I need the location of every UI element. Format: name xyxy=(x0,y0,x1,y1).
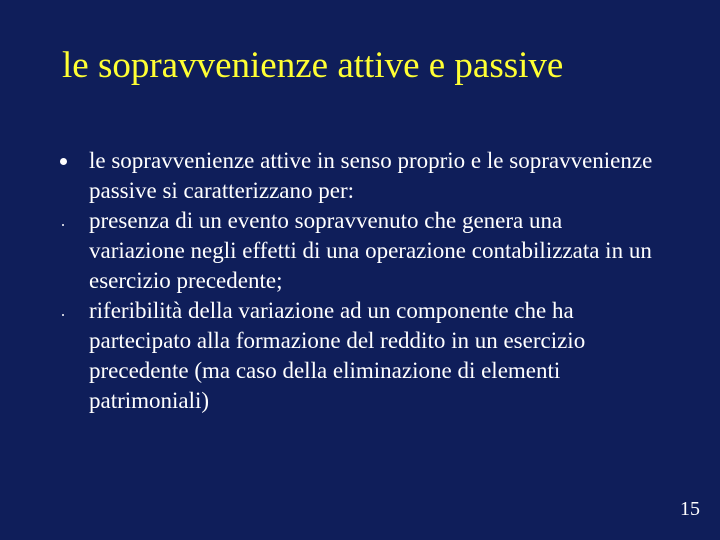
bullet-text: le sopravvenienze attive in senso proprio e le sopravvenienze passive si caratterizzano per: xyxy=(89,148,653,203)
sub-bullet-dot-icon xyxy=(62,224,64,226)
bullet-list xyxy=(0,146,720,416)
bullet-text: riferibilità della variazione ad un componente che ha partecipato alla formazione del reddito in un esercizio precedente (ma caso della eliminazione di elementi patrimoniali) xyxy=(89,298,586,413)
bullet-item xyxy=(0,146,659,206)
sub-bullet-dot-icon xyxy=(62,314,64,316)
slide-title: le sopravvenienze attive e passive xyxy=(62,45,564,86)
bullet-item xyxy=(0,296,659,416)
bullet-dot-icon xyxy=(60,158,67,165)
bullet-text: presenza di un evento sopravvenuto che genera una variazione negli effetti di una operazione contabilizzata in un esercizio precedente; xyxy=(89,208,652,293)
bullet-item xyxy=(0,206,659,296)
page-number: 15 xyxy=(680,498,700,520)
